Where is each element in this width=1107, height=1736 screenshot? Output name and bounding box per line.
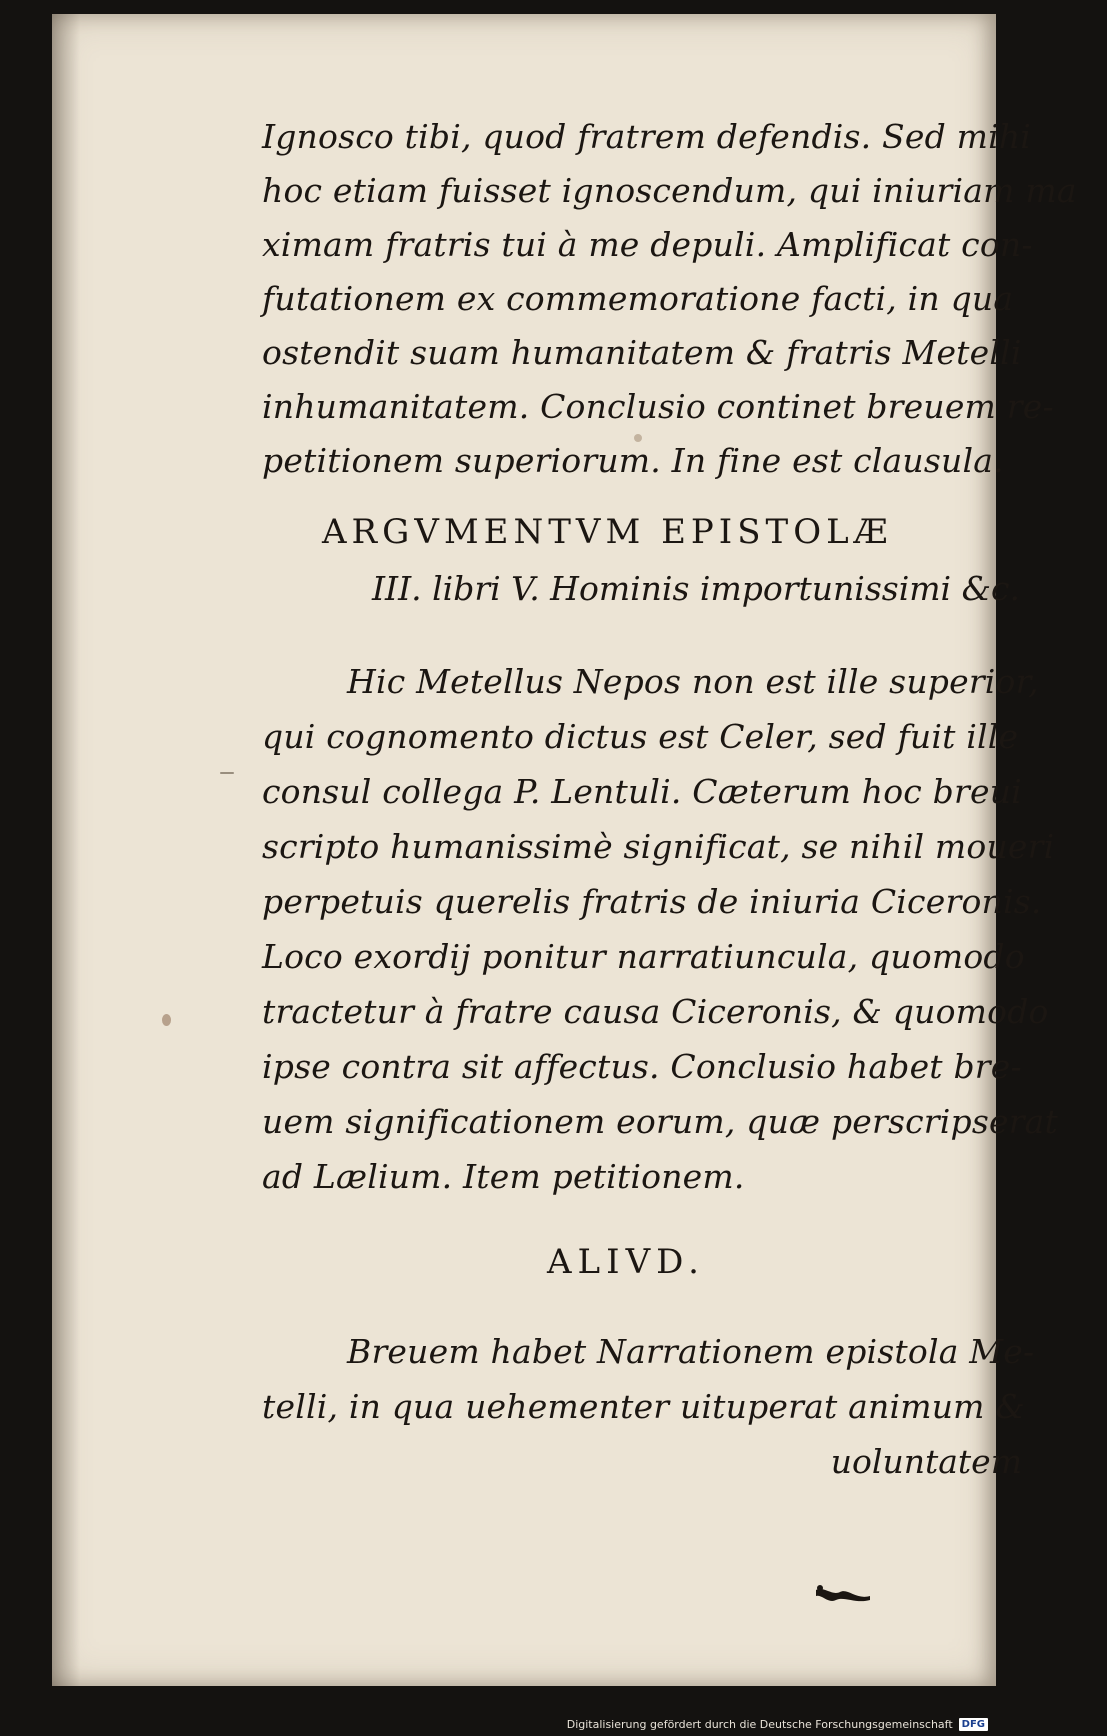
paper-stain bbox=[220, 772, 234, 774]
text-line: petitionem superiorum. In fine est clausula. bbox=[262, 441, 1004, 480]
book-page bbox=[52, 14, 1077, 1686]
text-line: Hic Metellus Nepos non est ille superior, bbox=[347, 662, 1039, 701]
text-line: ad Lælium. Item petitionem. bbox=[262, 1157, 745, 1196]
text-line: ostendit suam humanitatem & fratris Metelli bbox=[262, 333, 1022, 372]
text-line: scripto humanissimè significat, se nihil moueri bbox=[262, 827, 1055, 866]
catchword: uoluntatem bbox=[830, 1442, 1022, 1481]
footer-credit-text: Digitalisierung gefördert durch die Deutsche Forschungsgemeinschaft bbox=[566, 1717, 953, 1731]
text-line: tractetur à fratre causa Ciceronis, & quomodo bbox=[262, 992, 1049, 1031]
text-line: futationem ex commemoratione facti, in qua bbox=[262, 279, 1014, 318]
text-line: telli, in qua uehementer uituperat animum & bbox=[262, 1387, 1025, 1426]
section-heading-aliud: ALIVD. bbox=[547, 1242, 705, 1282]
spine-shadow bbox=[52, 14, 80, 1686]
text-line: Breuem habet Narrationem epistola Me- bbox=[347, 1332, 1035, 1371]
dfg-logo-icon: DFG bbox=[959, 1718, 988, 1731]
text-line: ximam fratris tui à me depuli. Amplificat con- bbox=[262, 225, 1033, 264]
text-line: Ignosco tibi, quod fratrem defendis. Sed mihi bbox=[262, 117, 1032, 156]
text-line: consul collega P. Lentuli. Cæterum hoc breui bbox=[262, 772, 1022, 811]
section-subheading: III. libri V. Hominis importunissimi &c. bbox=[372, 569, 1020, 608]
text-line: ipse contra sit affectus. Conclusio habet bre- bbox=[262, 1047, 1022, 1086]
text-line: inhumanitatem. Conclusio continet breuem re- bbox=[262, 387, 1054, 426]
paper-stain bbox=[162, 1014, 171, 1026]
section-heading: ARGVMENTVM EPISTOLÆ bbox=[322, 512, 893, 552]
text-line: hoc etiam fuisset ignoscendum, qui iniuriam ma bbox=[262, 171, 1077, 210]
text-line: qui cognomento dictus est Celer, sed fuit ille bbox=[262, 717, 1019, 756]
text-line: Loco exordij ponitur narratiuncula, quomodo bbox=[262, 937, 1025, 976]
digitization-footer bbox=[567, 1714, 988, 1734]
text-line: perpetuis querelis fratris de iniuria Ciceronis. bbox=[262, 882, 1042, 921]
printers-ornament-icon bbox=[814, 1582, 874, 1606]
text-line: uem significationem eorum, quæ perscripserat bbox=[262, 1102, 1059, 1141]
